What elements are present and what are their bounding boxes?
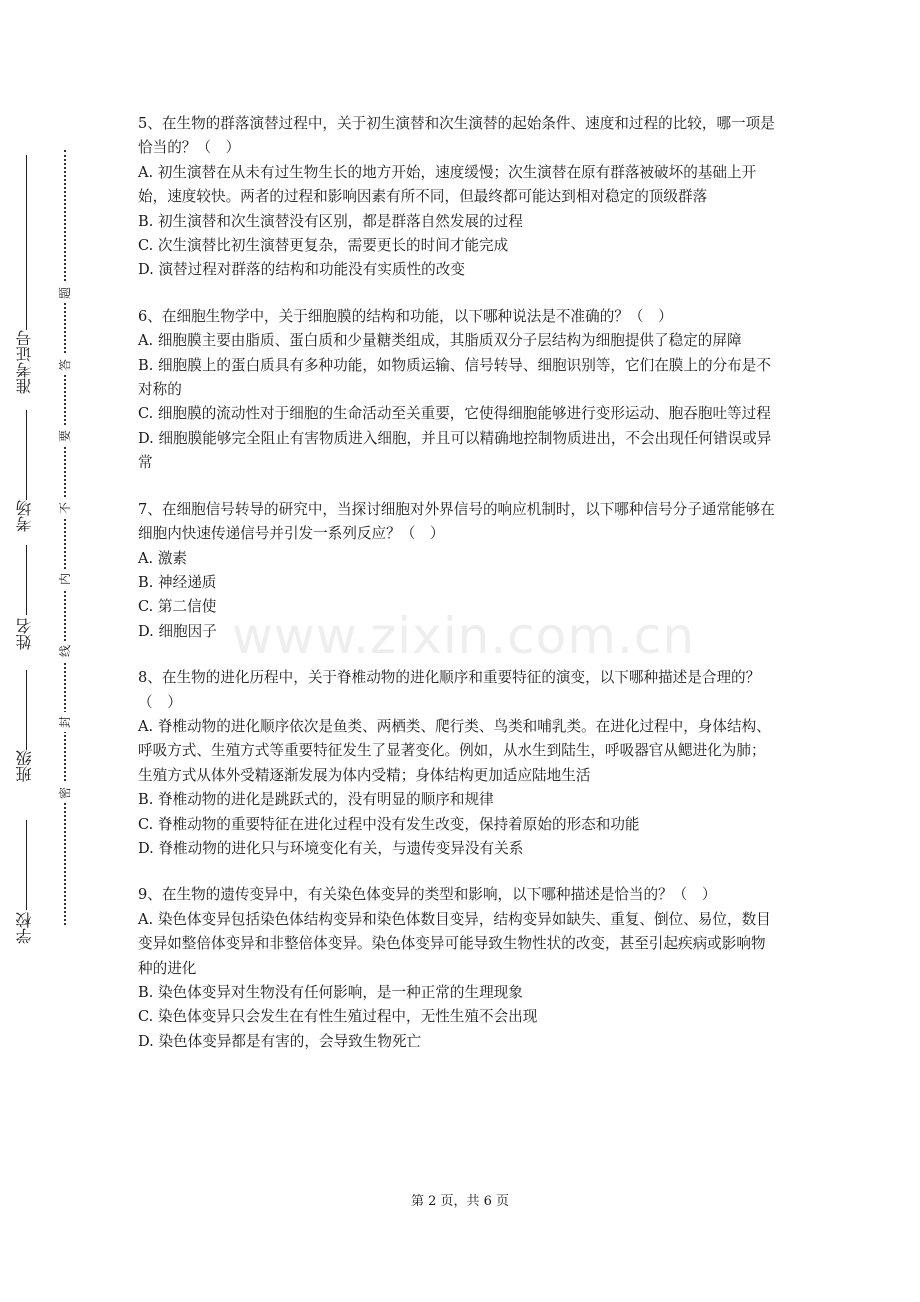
option-c[interactable]: C. 染色体变异只会发生在有性生殖过程中，无性生殖不会出现: [138, 1008, 538, 1026]
option-d[interactable]: D. 细胞膜能够完全阻止有害物质进入细胞，并且可以精确地控制物质进出，不会出现任何错误或异常: [138, 429, 772, 472]
label-kc: 考场: [15, 500, 34, 532]
question-6: [138, 305, 780, 476]
question-stem: 8、在生物的进化历程中，关于脊椎动物的进化顺序和重要特征的演变，以下哪种描述是合理的？（ ）: [138, 669, 761, 711]
option-a[interactable]: A. 初生演替在从未有过生物生长的地方开始，速度缓慢；次生演替在原有群落被破坏的基础上开始，速度较快。两者的过程和影响因素有所不同，但最终都可能达到相对稳定的顶级群落: [138, 163, 757, 206]
option-a[interactable]: A. 激素: [138, 549, 188, 567]
option-c[interactable]: C. 次生演替比初生演替更复杂，需要更长的时间才能完成: [138, 237, 509, 255]
seal-char: 密: [58, 783, 72, 803]
seal-char: 内: [58, 569, 72, 589]
bj-underline: [26, 670, 27, 750]
option-a[interactable]: A. 染色体变异包括染色体结构变异和染色体数目变异，结构变异如缺失、重复、倒位、易位，数目变异如整倍体变异和非整倍体变异。染色体变异可能导致生物性状的改变，甚至引起疾病或影响物种的进化: [138, 910, 771, 977]
zkzh-underline: [26, 155, 27, 330]
label-zkzh: 准考证号: [15, 330, 34, 394]
watermark: www.zixin.com.cn: [232, 607, 696, 665]
option-d[interactable]: D. 染色体变异都是有害的，会导致生物死亡: [138, 1032, 422, 1050]
option-c[interactable]: C. 第二信使: [138, 598, 217, 616]
seal-char: 要: [58, 426, 72, 446]
label-xx: 学校: [15, 912, 34, 944]
option-d[interactable]: D. 脊椎动物的进化只与环境变化有关，与遗传变异没有关系: [138, 839, 524, 857]
seal-char: 不: [58, 498, 72, 518]
option-c[interactable]: C. 脊椎动物的重要特征在进化过程中没有发生改变，保持着原始的形态和功能: [138, 815, 640, 833]
seal-char: 题: [58, 283, 72, 303]
question-list: [138, 112, 780, 1076]
question-stem: 9、在生物的遗传变异中，有关染色体变异的类型和影响，以下哪种描述是恰当的？（ ）: [138, 886, 717, 904]
binding-margin: [0, 140, 90, 960]
question-stem: 7、在细胞信号转导的研究中，当探讨细胞对外界信号的响应机制时，以下哪种信号分子通常能够在细胞内快速传递信号并引发一系列反应？（ ）: [138, 500, 775, 543]
option-d[interactable]: D. 演替过程对群落的结构和功能没有实质性的改变: [138, 261, 465, 279]
xx-underline: [26, 820, 27, 910]
xm-underline: [26, 545, 27, 615]
question-stem: 5、在生物的群落演替过程中，关于初生演替和次生演替的起始条件、速度和过程的比较，哪一项是恰当的？（ ）: [138, 115, 775, 157]
option-d[interactable]: D. 细胞因子: [138, 622, 217, 640]
kc-underline: [26, 410, 27, 500]
option-b[interactable]: B. 初生演替和次生演替没有区别，都是群落自然发展的过程: [138, 212, 523, 230]
question-8: [138, 666, 780, 861]
option-a[interactable]: A. 细胞膜主要由脂质、蛋白质和少量糖类组成，其脂质双分子层结构为细胞提供了稳定的屏障: [138, 332, 742, 350]
option-b[interactable]: B. 染色体变异对生物没有任何影响，是一种正常的生理现象: [138, 984, 523, 1001]
question-7: [138, 498, 780, 644]
label-bj: 班级: [15, 750, 34, 782]
label-xm: 姓名: [15, 618, 34, 650]
question-9: [138, 883, 780, 1054]
option-c[interactable]: C. 细胞膜的流动性对于细胞的生命活动至关重要，它使得细胞能够进行变形运动、胞吞胞吐等过程: [138, 405, 771, 423]
question-5: [138, 112, 780, 283]
option-a[interactable]: A. 脊椎动物的进化顺序依次是鱼类、两栖类、爬行类、鸟类和哺乳类。在进化过程中，身体结构、呼吸方式、生殖方式等重要特征发生了显著变化。例如，从水生到陆生，呼吸器官从鳃进化为肺；生殖方式从体外受精逐渐发展为体内受精；身体结构更加适应陆地生活: [138, 717, 771, 784]
seal-char: 封: [58, 712, 72, 732]
option-b[interactable]: B. 神经递质: [138, 573, 217, 591]
page-number: 第 2 页，共 6 页: [410, 1194, 510, 1209]
seal-dotted-line: [64, 150, 66, 925]
option-b[interactable]: B. 脊椎动物的进化是跳跃式的，没有明显的顺序和规律: [138, 791, 494, 809]
seal-char: 答: [58, 355, 72, 375]
option-b[interactable]: B. 细胞膜上的蛋白质具有多种功能，如物质运输、信号转导、细胞识别等，它们在膜上的分布是不对称的: [138, 356, 771, 399]
seal-char: 线: [58, 641, 72, 661]
question-stem: 6、在细胞生物学中，关于细胞膜的结构和功能，以下哪种说法是不准确的？（ ）: [138, 307, 673, 325]
